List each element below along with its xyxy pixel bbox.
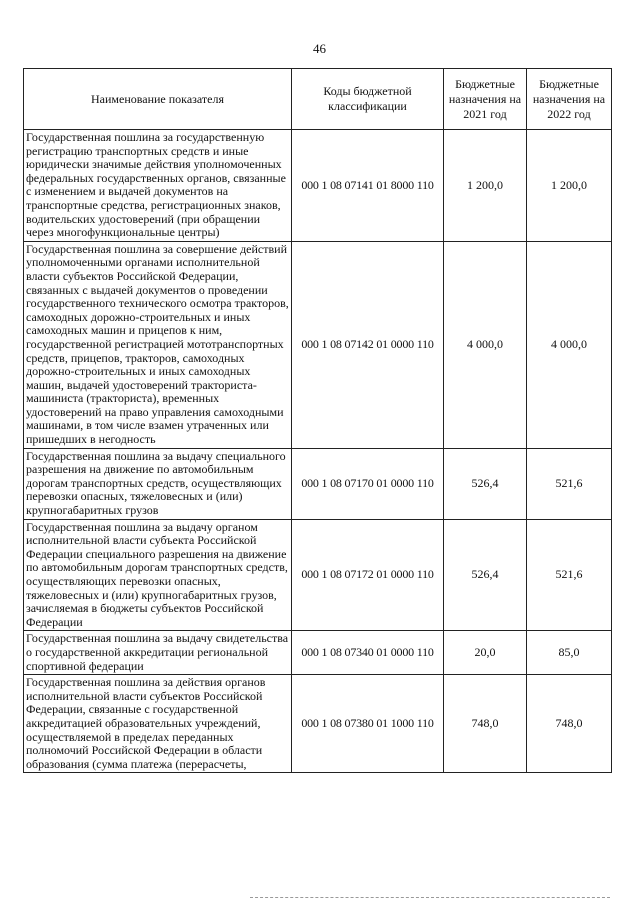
header-code: Коды бюджетной классификации [292,69,444,130]
row-value-2022: 1 200,0 [527,130,612,242]
table-row [24,448,612,519]
row-code: 000 1 08 07142 01 0000 110 [292,241,444,448]
row-value-2021: 1 200,0 [444,130,527,242]
row-value-2021: 748,0 [444,675,527,773]
header-2022: Бюджетные назначения на 2022 год [527,69,612,130]
header-name: Наименование показателя [24,69,292,130]
row-name: Государственная пошлина за государственную регистрацию транспортных средств и иные юридически значимые действия уполномоченных федеральных государственных органов, связанные с изменением и выдачей документов на транспортные средства, регистрационных знаков, водительских удостоверений (при обращении через многофункциональные центры) [24,130,292,242]
table-row [24,130,612,242]
row-name: Государственная пошлина за выдачу органом исполнительной власти субъекта Российской Федерации специального разрешения на движение по автомобильным дорогам транспортных средств, осуществляющих перевозки опасных, тяжеловесных и (или) крупногабаритных грузов, зачисляемая в бюджеты субъектов Российской Федерации [24,519,292,631]
row-value-2022: 748,0 [527,675,612,773]
row-value-2021: 20,0 [444,631,527,675]
row-code: 000 1 08 07340 01 0000 110 [292,631,444,675]
row-value-2022: 4 000,0 [527,241,612,448]
row-value-2022: 521,6 [527,448,612,519]
page-bottom-divider [250,897,610,898]
row-value-2021: 526,4 [444,519,527,631]
table-row [24,241,612,448]
row-value-2021: 4 000,0 [444,241,527,448]
row-value-2021: 526,4 [444,448,527,519]
row-name: Государственная пошлина за действия органов исполнительной власти субъектов Российской Федерации, связанные с государственной аккредитацией образовательных учреждений, осуществляемой в пределах переданных полномочий Российской Федерации в области образования (сумма платежа (перерасчеты, [24,675,292,773]
row-name: Государственная пошлина за выдачу специального разрешения на движение по автомобильным дорогам транспортных средств, осуществляющих перевозки опасных, тяжеловесных и (или) крупногабаритных грузов [24,448,292,519]
row-value-2022: 521,6 [527,519,612,631]
row-code: 000 1 08 07141 01 8000 110 [292,130,444,242]
table-row [24,631,612,675]
budget-table [23,68,612,773]
row-code: 000 1 08 07172 01 0000 110 [292,519,444,631]
row-value-2022: 85,0 [527,631,612,675]
row-code: 000 1 08 07170 01 0000 110 [292,448,444,519]
page-number: 46 [313,41,326,56]
row-name: Государственная пошлина за выдачу свидетельства о государственной аккредитации региональной спортивной федерации [24,631,292,675]
row-name: Государственная пошлина за совершение действий уполномоченными органами исполнительной власти субъектов Российской Федерации, связанных с выдачей документов о проведении государственного технического осмотра тракторов, самоходных дорожно-строительных и иных самоходных машин и прицепов к ним, государственной регистрацией мототранспортных средств, прицепов, тракторов, самоходных дорожно-строительных и иных самоходных машин, выдачей удостоверений тракториста-машиниста (тракториста), временных удостоверений на право управления самоходными машинами, в том числе взамен утраченных или пришедших в негодность [24,241,292,448]
table-row [24,675,612,773]
row-code: 000 1 08 07380 01 1000 110 [292,675,444,773]
table-row [24,519,612,631]
table-header-row [24,69,612,130]
header-2021: Бюджетные назначения на 2021 год [444,69,527,130]
